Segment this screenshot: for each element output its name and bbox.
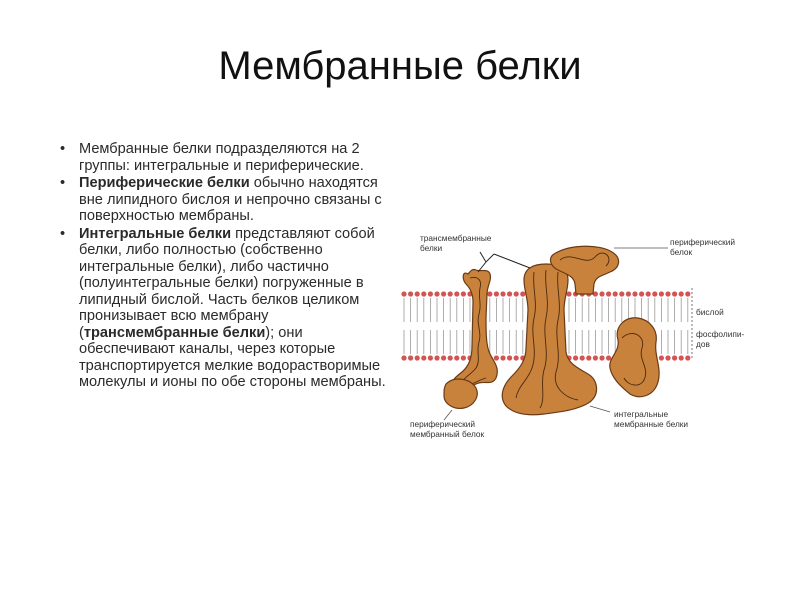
lipid-head — [448, 355, 453, 360]
lipid-head — [606, 291, 611, 296]
lipid-head — [421, 355, 426, 360]
lipid-head — [461, 355, 466, 360]
lipid-head — [421, 291, 426, 296]
lipid-head — [659, 291, 664, 296]
lipid-head — [685, 291, 690, 296]
lipid-head — [507, 355, 512, 360]
lipid-head — [514, 355, 519, 360]
lipid-head — [632, 291, 637, 296]
lipid-head — [428, 291, 433, 296]
lipid-head — [672, 355, 677, 360]
lipid-head — [613, 291, 618, 296]
bullet-text: Мембранные белки подразделяются на 2 группы: интегральные и периферические. — [79, 141, 364, 174]
lipid-head — [408, 291, 413, 296]
lipid-head — [441, 291, 446, 296]
label-line: интегральные — [614, 409, 669, 419]
lipid-head — [580, 355, 585, 360]
lipid-head — [514, 291, 519, 296]
lipid-head — [593, 355, 598, 360]
lipid-head — [401, 291, 406, 296]
label-line: мембранный белок — [410, 428, 485, 439]
lipid-head — [401, 355, 406, 360]
lipid-head — [652, 291, 657, 296]
lipid-head — [599, 291, 604, 296]
label-line: периферический — [410, 419, 476, 429]
bold-term-integral: Интегральные белки — [79, 225, 232, 242]
lipid-head — [665, 291, 670, 296]
label-line: мембранные белки — [614, 418, 689, 429]
lipid-head — [606, 355, 611, 360]
label-integral-membrane-proteins — [614, 410, 688, 429]
lipid-head — [679, 291, 684, 296]
lipid-head — [646, 291, 651, 296]
bullet-text: обычно находятся вне липидного бислоя и непрочно связаны с поверхностью мембраны. — [79, 175, 382, 224]
label-peripheral-membrane-protein — [410, 420, 484, 439]
lipid-head — [428, 355, 433, 360]
lipid-head — [415, 355, 420, 360]
bullet-marker: • — [60, 141, 66, 157]
label-phospholipids — [696, 330, 744, 349]
bullet-list — [58, 141, 394, 392]
membrane-diagram — [400, 228, 760, 443]
bullet-marker: • — [60, 175, 66, 191]
lipid-head — [500, 355, 505, 360]
label-line: периферический — [670, 237, 736, 247]
lipid-head — [507, 291, 512, 296]
label-line: фосфолипи- — [696, 329, 745, 339]
lipid-head — [626, 291, 631, 296]
lipid-head — [520, 291, 525, 296]
bullet-marker: • — [60, 225, 66, 242]
lipid-head — [619, 291, 624, 296]
bold-term-peripheral: Периферические белки — [79, 175, 250, 191]
lipid-head — [494, 291, 499, 296]
leader-line-integral — [590, 406, 610, 412]
lipid-head — [500, 291, 505, 296]
lipid-head — [454, 355, 459, 360]
lipid-head — [408, 355, 413, 360]
bullet-item-integral — [58, 226, 394, 391]
label-peripheral-protein-top — [670, 238, 735, 257]
peripheral-protein-bottom — [444, 379, 477, 408]
label-line: дов — [696, 338, 710, 349]
lipid-head — [487, 291, 492, 296]
lipid-head — [685, 355, 690, 360]
lipid-head — [415, 291, 420, 296]
lipid-head — [573, 355, 578, 360]
lipid-head — [434, 355, 439, 360]
lipid-head — [659, 355, 664, 360]
lipid-head — [448, 291, 453, 296]
label-line: белок — [670, 246, 693, 257]
lipid-head — [461, 291, 466, 296]
lipid-head — [665, 355, 670, 360]
bullet-item-groups — [58, 141, 394, 174]
lipid-head — [494, 355, 499, 360]
bullet-item-peripheral — [58, 175, 394, 225]
label-line: белки — [420, 242, 443, 253]
lipid-head — [566, 291, 571, 296]
lipid-head — [672, 291, 677, 296]
leader-line-transmembrane — [478, 252, 530, 272]
label-transmembrane-proteins — [420, 234, 491, 253]
lipid-head — [454, 291, 459, 296]
lipid-head — [441, 355, 446, 360]
lipid-head — [586, 355, 591, 360]
bold-term-transmembrane: трансмембранные белки — [83, 324, 266, 341]
lipid-head — [639, 291, 644, 296]
lipid-head — [599, 355, 604, 360]
bullet-text: представляют собой белки, либо полностью (собственно интегральные белки), либо частично (полуинтегральные белки) погруженные в липидный бислой. Часть белков целиком пронизывает всю мембрану ( — [79, 225, 375, 341]
lipid-head — [434, 291, 439, 296]
label-line: трансмембранные — [420, 233, 492, 243]
lipid-head — [679, 355, 684, 360]
bullet-text: ); они обеспечивают каналы, через которые транспортируется мелкие водорастворимые молекулы и ионы по обе стороны мембраны. — [79, 324, 386, 390]
slide-title: Мембранные белки — [218, 44, 582, 88]
transmembrane-protein-left — [452, 269, 498, 391]
label-bilayer: бислой — [696, 307, 724, 317]
